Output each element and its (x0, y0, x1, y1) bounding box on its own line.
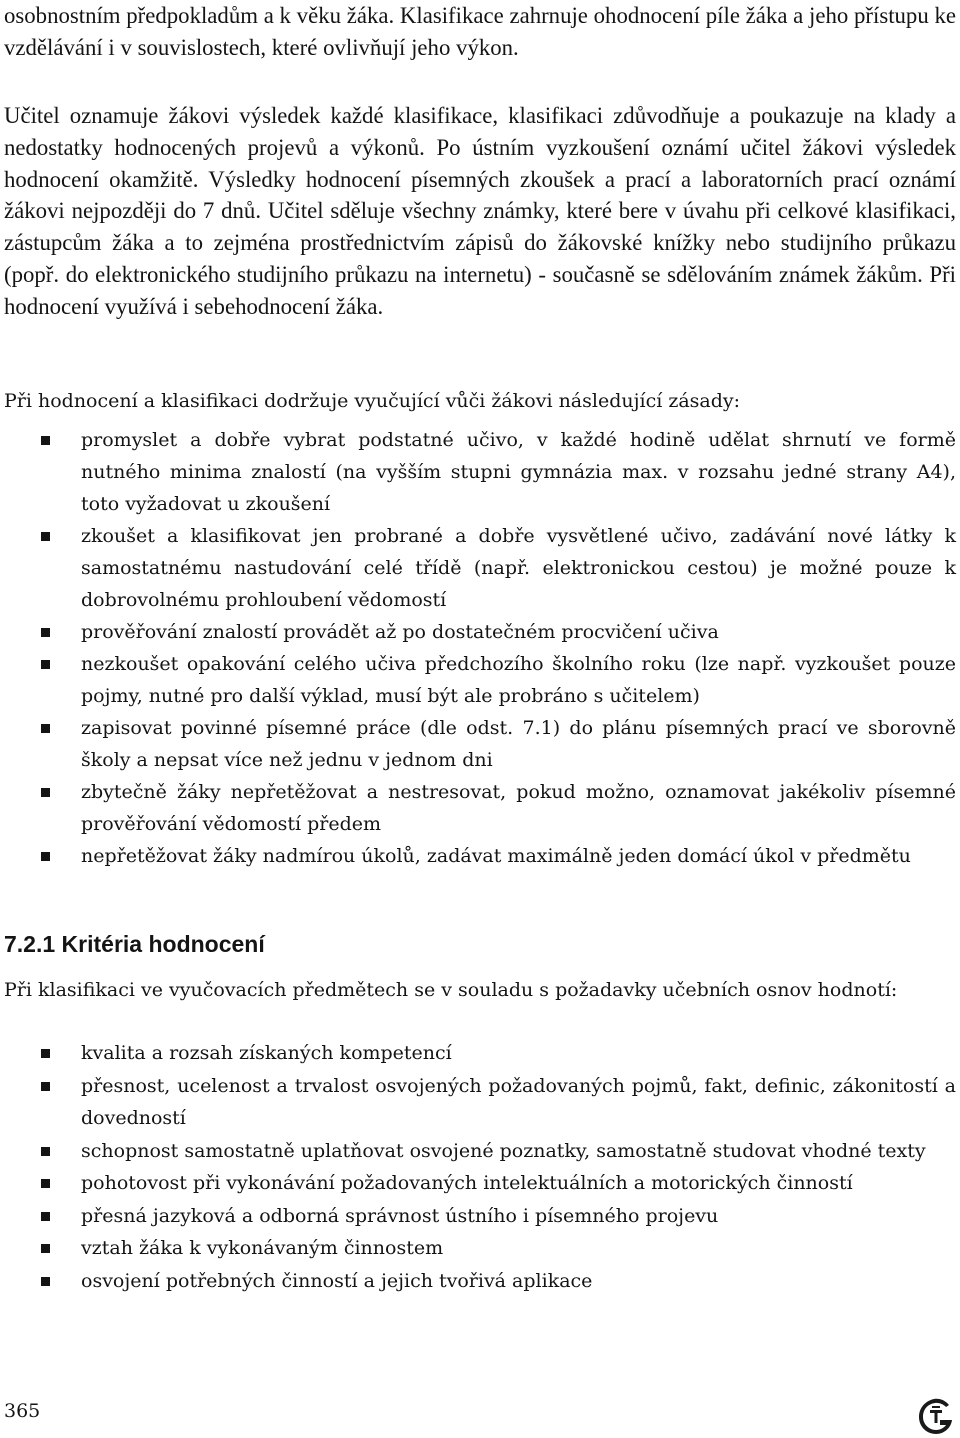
square-bullet-icon (41, 1244, 50, 1253)
square-bullet-icon (41, 1082, 50, 1091)
list-item (0, 712, 956, 776)
criteria-intro: Při klasifikaci ve vyučovacích předmětech se v souladu s požadavky učebních osnov hodnotí: (4, 979, 898, 1001)
rules-intro: Při hodnocení a klasifikaci dodržuje vyučující vůči žákovi následující zásady: (4, 390, 741, 412)
rules-list (0, 424, 956, 872)
list-item (0, 1167, 956, 1200)
list-item-text: zbytečně žáky nepřetěžovat a nestresovat, pokud možno, oznamovat jakékoliv písemné prověřování vědomostí předem (81, 781, 956, 835)
square-bullet-icon (41, 788, 50, 797)
list-item-text: osvojení potřebných činností a jejich tvořivá aplikace (81, 1269, 593, 1292)
square-bullet-icon (41, 628, 50, 637)
list-item-text: pohotovost při vykonávání požadovaných intelektuálních a motorických činností (81, 1172, 853, 1194)
square-bullet-icon (41, 1277, 50, 1286)
list-item-text: přesnost, ucelenost a trvalost osvojených požadovaných pojmů, fakt, definic, zákonitostí a dovedností (81, 1074, 956, 1129)
list-item (0, 1200, 956, 1233)
list-item (0, 840, 956, 872)
paragraph-personal-prerequisites: osobnostním předpokladům a k věku žáka. Klasifikace zahrnuje ohodnocení píle žáka a jeho přístupu ke vzdělávání i v souvislostech, které ovlivňují jeho výkon. (4, 3, 956, 60)
list-item (0, 1070, 956, 1135)
list-item-text: nepřetěžovat žáky nadmírou úkolů, zadávat maximálně jeden domácí úkol v předmětu (81, 845, 911, 867)
list-item-text: zkoušet a klasifikovat jen probrané a dobře vysvětlené učivo, zadávání nové látky k samostatnému nastudování celé třídě (např. elektronickou cestou) je možné pouze k dobrovolnému prohloubení vědomostí (81, 525, 956, 611)
school-emblem-icon (916, 1396, 956, 1436)
section-heading: 7.2.1 Kritéria hodnocení (4, 931, 265, 957)
square-bullet-icon (41, 1212, 50, 1221)
list-item (0, 648, 956, 712)
list-item-text: zapisovat povinné písemné práce (dle odst. 7.1) do plánu písemných prací ve sborovně školy a nepsat více než jednu v jednom dni (81, 717, 956, 771)
list-item (0, 616, 956, 648)
list-item (0, 776, 956, 840)
list-item (0, 1037, 956, 1070)
list-item-text: kvalita a rozsah získaných kompetencí (81, 1042, 452, 1064)
list-item (0, 1265, 956, 1298)
criteria-list (0, 1037, 956, 1297)
square-bullet-icon (41, 1179, 50, 1188)
list-item (0, 1232, 956, 1265)
paragraph-teacher-announces-results: Učitel oznamuje žákovi výsledek každé klasifikace, klasifikaci zdůvodňuje a poukazuje na klady a nedostatky hodnocených projevů a výkonů. Po ústním vyzkoušení oznámí učitel žákovi výsledek hodnocení okamžitě. Výsledky hodnocení písemných zkoušek a prací a laboratorních prací oznámí žákovi nejpozději do 7 dnů. Učitel sděluje všechny známky, které bere v úvahu při celkové klasifikaci, zástupcům žáka a to zejména prostřednictvím zápisů do žákovské knížky nebo studijního průkazu (popř. do elektronického studijního průkazu na internetu) - současně se sdělováním známek žákům. Při hodnocení využívá i sebehodnocení žáka. (4, 103, 956, 319)
list-item-text: schopnost samostatně uplatňovat osvojené poznatky, samostatně studovat vhodné texty (81, 1139, 926, 1162)
square-bullet-icon (41, 1147, 50, 1156)
square-bullet-icon (41, 436, 50, 445)
list-item-text: prověřování znalostí provádět až po dostatečném procvičení učiva (81, 621, 719, 643)
list-item (0, 520, 956, 616)
page-number: 365 (4, 1400, 41, 1422)
list-item (0, 1135, 956, 1168)
list-item-text: přesná jazyková a odborná správnost ústního i písemného projevu (81, 1204, 719, 1227)
square-bullet-icon (41, 724, 50, 733)
square-bullet-icon (41, 1049, 50, 1058)
list-item-text: vztah žáka k vykonávaným činnostem (81, 1237, 444, 1259)
list-item-text: nezkoušet opakování celého učiva předchozího školního roku (lze např. vyzkoušet pouze pojmy, nutné pro další výklad, musí být ale probráno s učitelem) (81, 653, 956, 707)
square-bullet-icon (41, 660, 50, 669)
list-item (0, 424, 956, 520)
square-bullet-icon (41, 852, 50, 861)
list-item-text: promyslet a dobře vybrat podstatné učivo, v každé hodině udělat shrnutí ve formě nutného minima znalostí (na vyšším stupni gymnázia max. v rozsahu jedné strany A4), toto vyžadovat u zkoušení (81, 429, 956, 515)
square-bullet-icon (41, 532, 50, 541)
